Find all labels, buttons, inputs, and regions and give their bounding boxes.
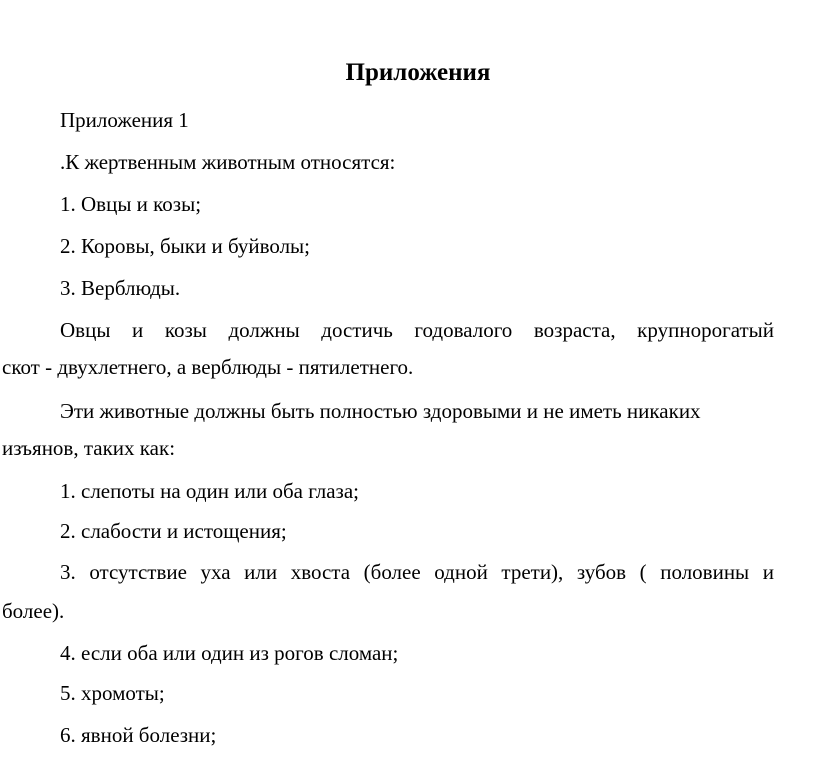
health-paragraph-line-2: изъянов, таких как: xyxy=(2,436,176,460)
animal-item-3: 3. Верблюды. xyxy=(60,276,181,300)
defect-item-3-line-1: 3. отсутствие уха или хвоста (более одной трети), зубов ( половины и xyxy=(60,560,774,584)
defect-item-6: 6. явной болезни; xyxy=(60,723,217,747)
age-paragraph-line-1: Овцы и козы должны достичь годовалого возраста, крупнорогатый xyxy=(60,318,774,342)
defect-item-1: 1. слепоты на один или оба глаза; xyxy=(60,479,359,503)
intro-line: .К жертвенным животным относятся: xyxy=(60,150,396,174)
defect-item-4: 4. если оба или один из рогов сломан; xyxy=(60,641,399,665)
health-paragraph-line-1: Эти животные должны быть полностью здоровыми и не иметь никаких xyxy=(60,399,701,423)
document-title: Приложения xyxy=(345,59,491,86)
defect-item-5: 5. хромоты; xyxy=(60,681,165,705)
animal-item-1: 1. Овцы и козы; xyxy=(60,192,202,216)
appendix-subtitle: Приложения 1 xyxy=(60,108,189,132)
age-paragraph-line-2: скот - двухлетнего, а верблюды - пятилетнего. xyxy=(2,355,414,379)
defect-item-2: 2. слабости и истощения; xyxy=(60,519,287,543)
animal-item-2: 2. Коровы, быки и буйволы; xyxy=(60,234,311,258)
defect-item-3-line-2: более). xyxy=(2,599,65,623)
